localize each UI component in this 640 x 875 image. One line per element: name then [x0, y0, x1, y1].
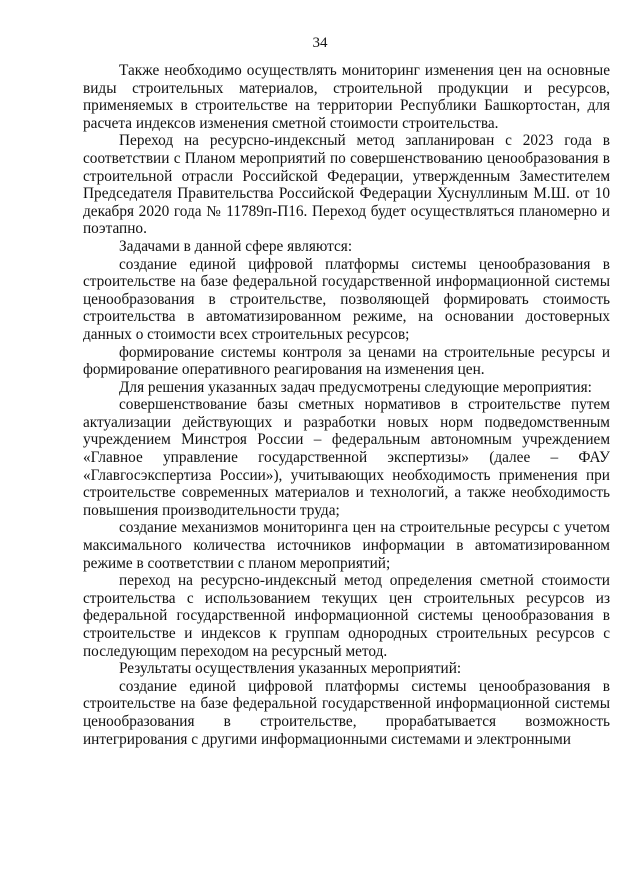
- paragraph-result-platform: создание единой цифровой платформы системы ценообразования в строительстве на базе федеральной государственной информационной системы ценообразования в строительстве, прорабатывается возможность интегрирования с другими информационными системами и электронными: [83, 677, 610, 748]
- paragraph-measure-method: переход на ресурсно-индексный метод определения сметной стоимости строительства с использованием текущих цен строительных ресурсов из федеральной государственной информационной системы ценообразования в строительстве и индексов к группам однородных строительных ресурсов с последующим переходом на ресурсный метод.: [83, 572, 610, 660]
- paragraph-tasks-heading: Задачами в данной сфере являются:: [119, 237, 353, 255]
- paragraph-task-control: формирование системы контроля за ценами на строительные ресурсы и формирование оперативного реагирования на изменения цен.: [83, 343, 610, 379]
- page-number: 34: [312, 35, 328, 51]
- paragraph-measure-norms: совершенствование базы сметных нормативов в строительстве путем актуализации действующих и разработки новых норм подведомственным учреждением Минстроя России – федеральным автономным учреждением «Главное управление государственной экспертизы» (далее – ФАУ «Главгосэкспертиза России»), учитывающих необходимость применения при строительстве современных материалов и технологий, а также необходимость повышения производительности труда;: [83, 396, 610, 519]
- paragraph-task-platform: создание единой цифровой платформы системы ценообразования в строительстве на базе федеральной государственной информационной системы ценообразования в строительстве, позволяющей формировать стоимость строительства в автоматизированном режиме, на основании достоверных данных о стоимости всех строительных ресурсов;: [83, 255, 610, 343]
- paragraph-measures-heading: Для решения указанных задач предусмотрены следующие мероприятия:: [119, 378, 592, 396]
- paragraph-measure-monitoring: создание механизмов мониторинга цен на строительные ресурсы с учетом максимального количества источников информации в автоматизированном режиме в соответствии с планом мероприятий;: [83, 519, 610, 572]
- document-body: [83, 62, 610, 748]
- paragraph-monitoring: Также необходимо осуществлять мониторинг изменения цен на основные виды строительных материалов, строительной продукции и ресурсов, применяемых в строительстве на территории Республики Башкортостан, для расчета индексов изменения сметной стоимости строительства.: [83, 62, 610, 132]
- paragraph-results-heading: Результаты осуществления указанных мероприятий:: [119, 660, 462, 678]
- paragraph-transition-plan: Переход на ресурсно-индексный метод запланирован с 2023 года в соответствии с Планом мероприятий по совершенствованию ценообразования в строительной отрасли Российской Федерации, утвержденным Заместителем Председателя Правительства Российской Федерации Хуснуллиным М.Ш. от 10 декабря 2020 года № 11789п-П16. Переход будет осуществляться планомерно и поэтапно.: [83, 132, 610, 238]
